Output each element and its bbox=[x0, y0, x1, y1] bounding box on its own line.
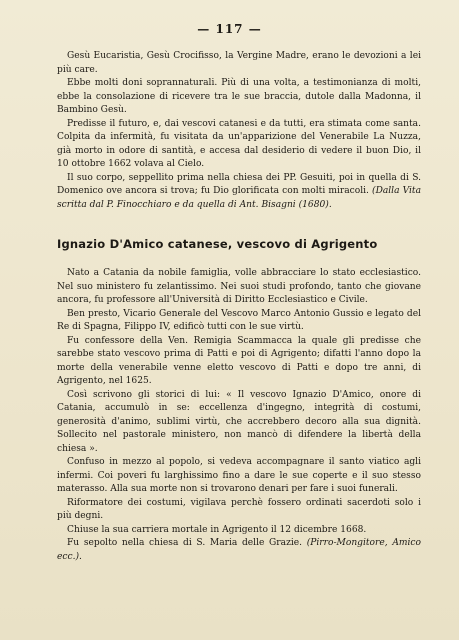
paragraph-burial bbox=[57, 172, 421, 213]
burial-citation: (Dalla Vita scritta dal P. Finocchiaro e da quella di Ant. Bisagni (1680). bbox=[57, 186, 421, 210]
paragraph: Fu confessore della Ven. Remigia Scammacca la quale gli predisse che sarebbe stato vescovo prima di Patti e poi di Agrigento; difatti l'anno dopo la morte della venerabile venne eletto vescovo di Patti e dopo tre anni, di Agrigento, nel 1625. bbox=[57, 335, 421, 386]
final-text: Fu sepolto nella chiesa di S. Maria delle Grazie. bbox=[67, 538, 307, 548]
paragraph: Chiuse la sua carriera mortale in Agrigento il 12 dicembre 1668. bbox=[67, 524, 367, 535]
paragraph-final bbox=[57, 537, 421, 564]
paragraph: Predisse il futuro, e, dai vescovi catanesi e da tutti, era stimata come santa. Colpita da infermità, fu visitata da un'apparizione del Venerabile La Nuzza, già morto in odore di santità, e accesa dal desiderio di vedere il buon Dio, il 10 ottobre 1662 volava al Cielo. bbox=[57, 118, 421, 169]
page-number: — 117 — bbox=[197, 22, 262, 36]
paragraph: Riformatore dei costumi, vigilava perchè fossero ordinati sacerdoti solo i più degni. bbox=[57, 497, 421, 521]
paragraph: Confuso in mezzo al popolo, si vedeva accompagnare il santo viatico agli infermi. Coi poveri fu larghissimo fino a dare le sue coperte e il suo stesso materasso. Alla sua morte non si trovarono denari per fare i suoi funerali. bbox=[57, 457, 421, 494]
final-citation: (Pirro-Mongitore, Amico ecc.). bbox=[57, 538, 421, 562]
text-block-bottom bbox=[57, 267, 421, 564]
paragraph: Ebbe molti doni soprannaturali. Più di una volta, a testimonianza di molti, ebbe la consolazione di ricevere tra le sue braccia, dutole dalla Madonna, il Bambino Gesù. bbox=[57, 78, 421, 115]
burial-text: Il suo corpo, seppellito prima nella chiesa dei PP. Gesuiti, poi in quella di S. Domenico ove ancora si trova; fu Dio glorificata con molti miracoli. bbox=[57, 172, 421, 196]
paragraph: Gesù Eucaristia, Gesù Crocifisso, la Vergine Madre, erano le devozioni a lei più care. bbox=[57, 51, 421, 75]
paragraph: Nato a Catania da nobile famiglia, volle abbracciare lo stato ecclesiastico. Nel suo ministero fu zelantissimo. Nei suoi studi profondo, tanto che giovane ancora, fu professore all'Università di Diritto Ecclesiastico e Civile. bbox=[57, 268, 421, 305]
text-block-top bbox=[57, 50, 421, 212]
section-heading: Ignazio D'Amico catanese, vescovo di Agrigento bbox=[57, 237, 378, 251]
paragraph: Ben presto, Vicario Generale del Vescovo Marco Antonio Gussio e legato del Re di Spagna, Filippo IV, edificò tutti con le sue virtù. bbox=[57, 308, 421, 332]
paragraph: Così scrivono gli storici di lui: « Il vescovo Ignazio D'Amico, onore di Catania, accumulò in se: eccellenza d'ingegno, integrità di costumi, generosità d'animo, sublimi virtù, che accrebbero decoro alla sua dignità. Sollecito nel pastorale ministero, non mancò di difendere la libertà della chiesa ». bbox=[57, 389, 421, 454]
